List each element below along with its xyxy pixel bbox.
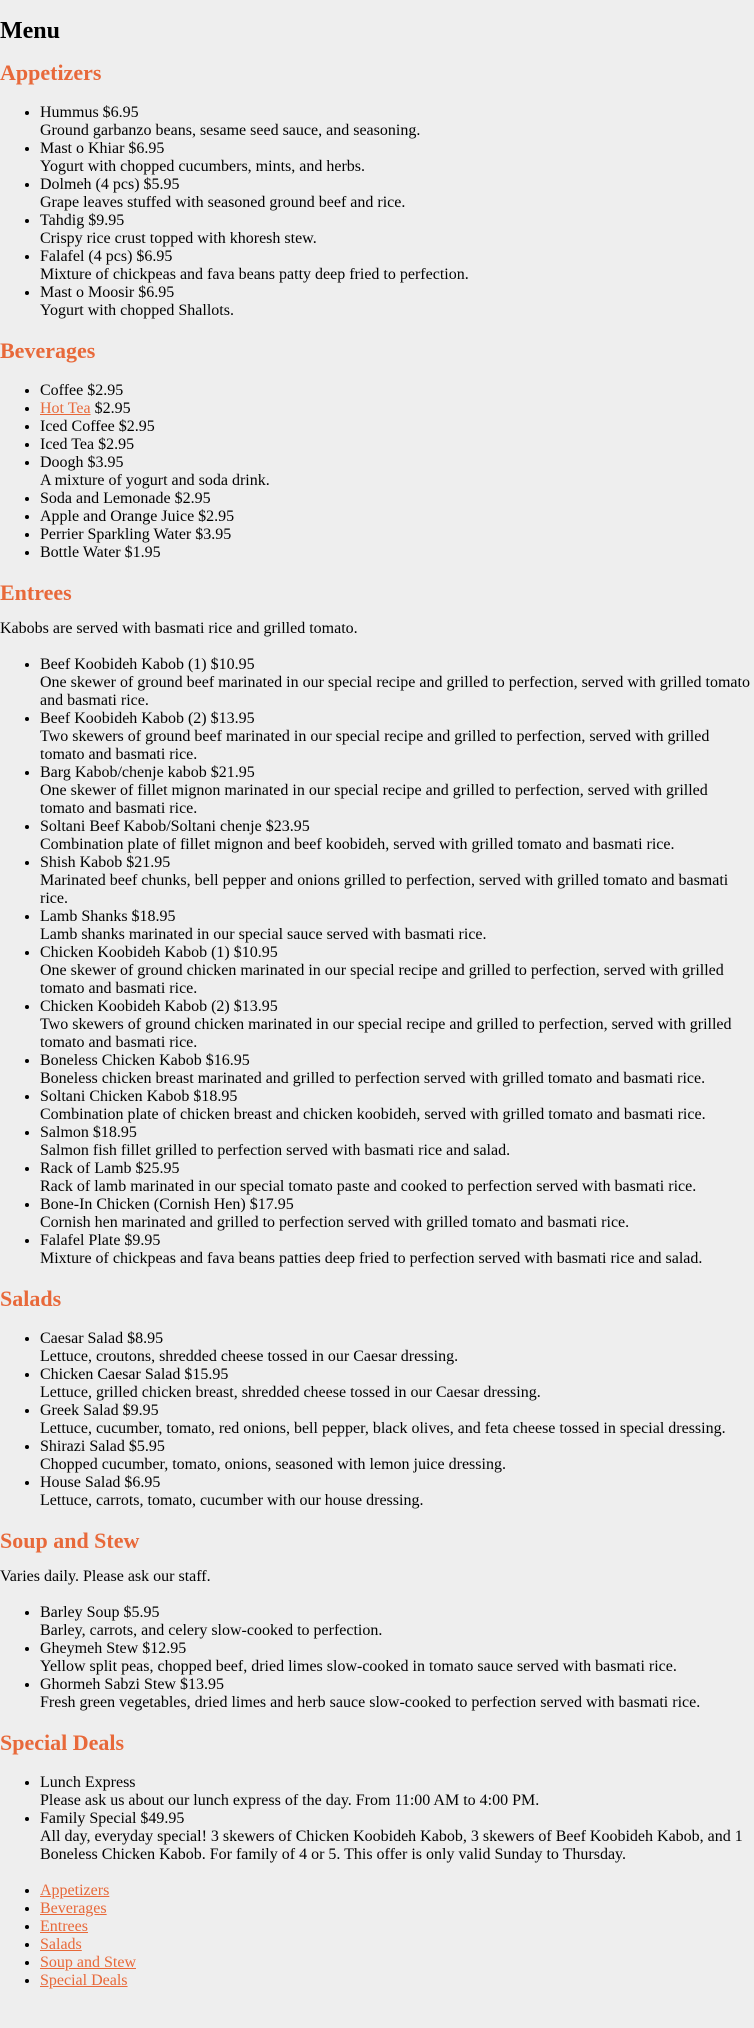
menu-item-list: [0, 1774, 754, 1864]
menu-item-description: Fresh green vegetables, dried limes and herb sauce slow-cooked to perfection served with basmati rice.: [40, 1694, 701, 1711]
menu-item-description: Lettuce, carrots, tomato, cucumber with our house dressing.: [40, 1492, 424, 1509]
menu-item-name: Gheymeh Stew $12.95: [40, 1640, 187, 1657]
menu-item: [40, 1088, 754, 1124]
menu-item: [40, 1196, 754, 1232]
nav-link-entrees[interactable]: Entrees: [40, 1918, 88, 1935]
menu-item-name: Soda and Lemonade $2.95: [40, 490, 211, 507]
menu-item-description: One skewer of fillet mignon marinated in our special recipe and grilled to perfection, served with grilled tomato and basmati rice.: [40, 782, 708, 817]
menu-item-name: Chicken Koobideh Kabob (1) $10.95: [40, 944, 278, 961]
menu-item-description: One skewer of ground chicken marinated in our special recipe and grilled to perfection, served with grilled tomato and basmati rice.: [40, 962, 724, 997]
menu-item: [40, 454, 754, 490]
menu-item-name: Mast o Khiar $6.95: [40, 140, 165, 157]
nav-link-soup-and-stew[interactable]: Soup and Stew: [40, 1954, 136, 1971]
menu-item-list: [0, 1330, 754, 1510]
section-note: Kabobs are served with basmati rice and grilled tomato.: [0, 620, 358, 637]
menu-item: [40, 1676, 754, 1712]
menu-item-description: Combination plate of fillet mignon and beef koobideh, served with grilled tomato and basmati rice.: [40, 836, 675, 853]
menu-item-name: House Salad $6.95: [40, 1474, 161, 1491]
menu-item: [40, 1160, 754, 1196]
menu-item: [40, 1366, 754, 1402]
menu-item: [40, 212, 754, 248]
menu-item-list: [0, 1604, 754, 1712]
menu-item-name: Chicken Koobideh Kabob (2) $13.95: [40, 998, 278, 1015]
section-title: Special Deals: [0, 1730, 125, 1755]
menu-item-description: Lettuce, croutons, shredded cheese tossed in our Caesar dressing.: [40, 1348, 459, 1365]
menu-item-name: Perrier Sparkling Water $3.95: [40, 526, 232, 543]
menu-item-description: Please ask us about our lunch express of the day. From 11:00 AM to 4:00 PM.: [40, 1792, 540, 1809]
menu-item: [40, 1810, 754, 1864]
menu-item: [40, 1640, 754, 1676]
section-soup-and-stew: [0, 1528, 754, 1712]
menu-item: [40, 1474, 754, 1510]
menu-item-description: Yellow split peas, chopped beef, dried limes slow-cooked in tomato sauce served with basmati rice.: [40, 1658, 677, 1675]
menu-item: [40, 1330, 754, 1366]
section-title: Appetizers: [0, 60, 102, 85]
menu-item: [40, 818, 754, 854]
menu-item-description: Marinated beef chunks, bell pepper and onions grilled to perfection, served with grilled tomato and basmati rice.: [40, 872, 729, 907]
menu-item-name: Boneless Chicken Kabob $16.95: [40, 1052, 250, 1069]
menu-item-description: Mixture of chickpeas and fava beans patty deep fried to perfection.: [40, 266, 469, 283]
menu-item-name: Salmon $18.95: [40, 1124, 137, 1141]
menu-item-description: Yogurt with chopped cucumbers, mints, and herbs.: [40, 158, 365, 175]
nav-item: [40, 1900, 754, 1918]
menu-item-description: Lamb shanks marinated in our special sauce served with basmati rice.: [40, 926, 487, 943]
menu-item: [40, 508, 754, 526]
menu-item-name: Greek Salad $9.95: [40, 1402, 159, 1419]
menu-item-name: Mast o Moosir $6.95: [40, 284, 175, 301]
menu-item: [40, 1124, 754, 1160]
menu-item-name: Family Special $49.95: [40, 1810, 185, 1827]
menu-item-description: Two skewers of ground beef marinated in our special recipe and grilled to perfection, served with grilled tomato and basmati rice.: [40, 728, 710, 763]
menu-item: [40, 908, 754, 944]
section-salads: [0, 1286, 754, 1510]
menu-item-description: Cornish hen marinated and grilled to perfection served with grilled tomato and basmati rice.: [40, 1214, 630, 1231]
menu-item-name: Barg Kabob/chenje kabob $21.95: [40, 764, 255, 781]
nav-item: [40, 1918, 754, 1936]
menu-sections: [0, 60, 754, 1864]
menu-item: [40, 1774, 754, 1810]
menu-item-name: Coffee $2.95: [40, 382, 124, 399]
menu-item-link[interactable]: Hot Tea: [40, 400, 91, 417]
menu-item-list: [0, 382, 754, 562]
menu-item-description: Two skewers of ground chicken marinated in our special recipe and grilled to perfection, served with grilled tomato and basmati rice.: [40, 1016, 732, 1051]
menu-item-name: Soltani Beef Kabob/Soltani chenje $23.95: [40, 818, 310, 835]
menu-item-name: Bottle Water $1.95: [40, 544, 161, 561]
menu-item-name: Dolmeh (4 pcs) $5.95: [40, 176, 180, 193]
menu-item-list: [0, 656, 754, 1268]
menu-item: [40, 436, 754, 454]
menu-item: [40, 400, 754, 418]
menu-item: [40, 544, 754, 562]
menu-item-description: Rack of lamb marinated in our special tomato paste and cooked to perfection served with basmati rice.: [40, 1178, 697, 1195]
menu-item: [40, 656, 754, 710]
menu-item-description: Lettuce, grilled chicken breast, shredded cheese tossed in our Caesar dressing.: [40, 1384, 541, 1401]
section-appetizers: [0, 60, 754, 320]
menu-item: [40, 998, 754, 1052]
nav-item: [40, 1954, 754, 1972]
menu-item-description: Mixture of chickpeas and fava beans patties deep fried to perfection served with basmati rice and salad.: [40, 1250, 703, 1267]
nav-item: [40, 1882, 754, 1900]
menu-item-description: Yogurt with chopped Shallots.: [40, 302, 234, 319]
menu-item-list: [0, 104, 754, 320]
section-note: Varies daily. Please ask our staff.: [0, 1568, 211, 1585]
nav-link-salads[interactable]: Salads: [40, 1936, 82, 1953]
menu-item: [40, 1438, 754, 1474]
menu-item: [40, 1604, 754, 1640]
menu-item-description: Salmon fish fillet grilled to perfection served with basmati rice and salad.: [40, 1142, 511, 1159]
menu-item-description: Boneless chicken breast marinated and grilled to perfection served with grilled tomato and basmati rice.: [40, 1070, 706, 1087]
menu-item-description: One skewer of ground beef marinated in our special recipe and grilled to perfection, served with grilled tomato and basmati rice.: [40, 674, 750, 709]
menu-item-name: Ghormeh Sabzi Stew $13.95: [40, 1676, 224, 1693]
menu-item-name: Apple and Orange Juice $2.95: [40, 508, 235, 525]
menu-item-name: Doogh $3.95: [40, 454, 124, 471]
menu-item-name: Shirazi Salad $5.95: [40, 1438, 165, 1455]
menu-item: [40, 382, 754, 400]
menu-item-name: Iced Tea $2.95: [40, 436, 135, 453]
menu-item-name: Shish Kabob $21.95: [40, 854, 171, 871]
menu-item-name: Caesar Salad $8.95: [40, 1330, 164, 1347]
menu-item: [40, 944, 754, 998]
menu-item: [40, 284, 754, 320]
section-title: Soup and Stew: [0, 1528, 140, 1553]
menu-item-description: Crispy rice crust topped with khoresh stew.: [40, 230, 317, 247]
menu-item-description: Combination plate of chicken breast and chicken koobideh, served with grilled tomato and basmati rice.: [40, 1106, 706, 1123]
menu-item-price: $2.95: [90, 400, 131, 417]
menu-item: [40, 764, 754, 818]
menu-item-description: Barley, carrots, and celery slow-cooked to perfection.: [40, 1622, 383, 1639]
section-special-deals: [0, 1730, 754, 1864]
nav-link-beverages[interactable]: Beverages: [40, 1900, 107, 1917]
page-title: Menu: [0, 18, 60, 44]
menu-item: [40, 710, 754, 764]
section-beverages: [0, 338, 754, 562]
menu-item-description: Chopped cucumber, tomato, onions, seasoned with lemon juice dressing.: [40, 1456, 506, 1473]
section-title: Salads: [0, 1286, 62, 1311]
menu-item-description: Lettuce, cucumber, tomato, red onions, bell pepper, black olives, and feta cheese tossed in special dressing.: [40, 1420, 726, 1437]
section-entrees: [0, 580, 754, 1268]
nav-item: [40, 1936, 754, 1954]
menu-item-name: Beef Koobideh Kabob (1) $10.95: [40, 656, 255, 673]
menu-item-description: A mixture of yogurt and soda drink.: [40, 472, 270, 489]
menu-item-name: Barley Soup $5.95: [40, 1604, 160, 1621]
menu-item: [40, 526, 754, 544]
menu-item: [40, 854, 754, 908]
menu-item-description: Ground garbanzo beans, sesame seed sauce, and seasoning.: [40, 122, 421, 139]
menu-item-name: Lamb Shanks $18.95: [40, 908, 176, 925]
menu-item-name: Beef Koobideh Kabob (2) $13.95: [40, 710, 255, 727]
menu-item-name: Falafel (4 pcs) $6.95: [40, 248, 173, 265]
menu-item: [40, 248, 754, 284]
menu-item-name: Lunch Express: [40, 1774, 136, 1791]
menu-item-name: Bone-In Chicken (Cornish Hen) $17.95: [40, 1196, 294, 1213]
nav-link-appetizers[interactable]: Appetizers: [40, 1882, 110, 1899]
menu-item: [40, 490, 754, 508]
menu-item: [40, 418, 754, 436]
menu-item-description: Grape leaves stuffed with seasoned ground beef and rice.: [40, 194, 406, 211]
menu-item: [40, 1402, 754, 1438]
menu-item-name: Falafel Plate $9.95: [40, 1232, 161, 1249]
menu-item-description: All day, everyday special! 3 skewers of Chicken Koobideh Kabob, 3 skewers of Beef Koobideh Kabob, and 1 Boneless Chicken Kabob. For family of 4 or 5. This offer is only valid Sunday to Thursday.: [40, 1828, 743, 1863]
menu-item-name: Rack of Lamb $25.95: [40, 1160, 180, 1177]
nav-item: [40, 1972, 754, 1990]
menu-item: [40, 176, 754, 212]
section-nav: [0, 1882, 754, 1990]
menu-item: [40, 1052, 754, 1088]
section-title: Entrees: [0, 580, 72, 605]
menu-item-name: Soltani Chicken Kabob $18.95: [40, 1088, 238, 1105]
menu-item-name: Tahdig $9.95: [40, 212, 125, 229]
menu-item-name: Chicken Caesar Salad $15.95: [40, 1366, 229, 1383]
menu-item: [40, 140, 754, 176]
nav-link-special-deals[interactable]: Special Deals: [40, 1972, 128, 1989]
menu-item-name: Iced Coffee $2.95: [40, 418, 155, 435]
section-title: Beverages: [0, 338, 96, 363]
menu-item: [40, 104, 754, 140]
menu-item-name: Hummus $6.95: [40, 104, 139, 121]
menu-item: [40, 1232, 754, 1268]
